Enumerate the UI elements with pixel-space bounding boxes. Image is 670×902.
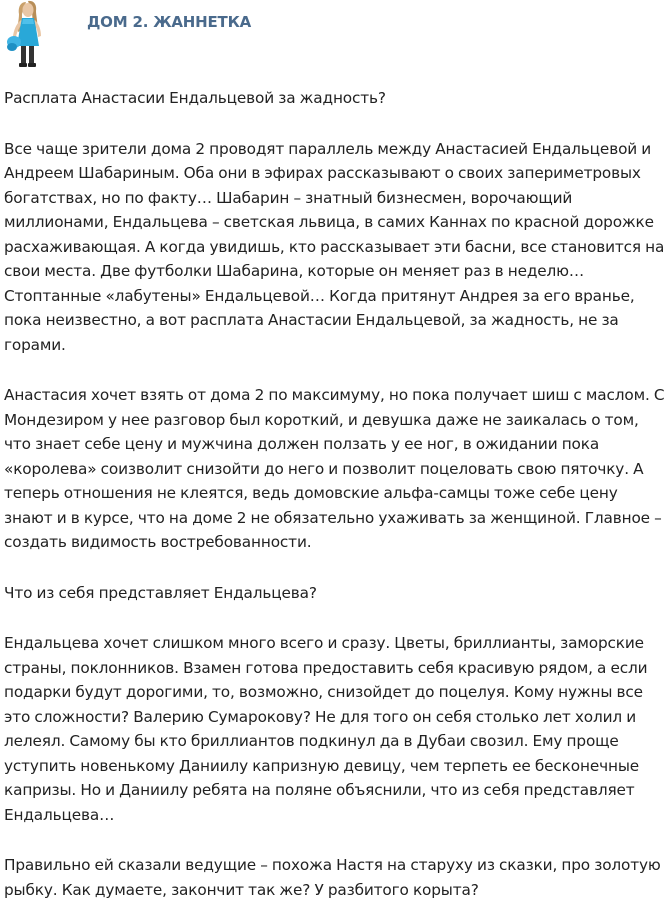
channel-title[interactable]: ДОМ 2. ЖАННЕТКА xyxy=(87,13,252,31)
article-subheading: Что из себя представляет Ендальцева? xyxy=(4,583,317,602)
article-heading: Расплата Анастасии Ендальцевой за жадность? xyxy=(4,89,386,107)
woman-figure-avatar-icon xyxy=(4,0,56,68)
channel-avatar[interactable] xyxy=(4,0,56,68)
article-paragraph: Правильно ей сказали ведущие – похожа Настя на старуху из сказки, про золотую рыбку. Как думаете, закончит так же? У разбитого корыта? xyxy=(4,856,661,899)
article-paragraph: Ендальцева хочет слишком много всего и сразу. Цветы, бриллианты, заморские страны, поклонников. Взамен готова предоставить себя красивую рядом, а если подарки будут дорогими, то, возможно, снизойдет до поцелуя. Кому нужны все это сложности? Валерию Сумарокову? Не для того он себя столько лет холил и лелеял. Самому бы кто бриллиантов подкинул да в Дубаи свозил. Ему проще уступить новенькому Даниилу капризную девицу, чем терпеть ее бесконечные капризы. Но и Даниилу ребята на поляне объяснили, что из себя представляет Ендальцева… xyxy=(4,634,648,824)
article-body xyxy=(4,86,666,902)
article-paragraph: Анастасия хочет взять от дома 2 по максимуму, но пока получает шиш с маслом. С Мондезиром у нее разговор был короткий, и девушка даже не заикалась о том, что знает себе цену и мужчина должен ползать у ее ног, в ожидании пока «королева» соизволит снизойти до него и позволит поцеловать свою пяточку. А теперь отношения не клеятся, ведь домовские альфа-самцы тоже себе цену знают и в курсе, что на доме 2 не обязательно ухаживать за женщиной. Главное – создать видимость востребованности. xyxy=(4,386,665,551)
post-header xyxy=(0,0,670,72)
article-paragraph: Все чаще зрители дома 2 проводят параллель между Анастасией Ендальцевой и Андреем Шабариным. Оба они в эфирах рассказывают о своих запериметровых богатствах, но по факту… Шабарин – знатный бизнесмен, ворочающий миллионами, Ендальцева – светская львица, в самих Каннах по красной дорожке расхаживающая. А когда увидишь, кто рассказывает эти басни, все становится на свои места. Две футболки Шабарина, которые он меняет раз в неделю… Стоптанные «лабутены» Ендальцевой… Когда притянут Андрея за его вранье, пока неизвестно, а вот расплата Анастасии Ендальцевой, за жадность, не за горами. xyxy=(4,139,665,354)
